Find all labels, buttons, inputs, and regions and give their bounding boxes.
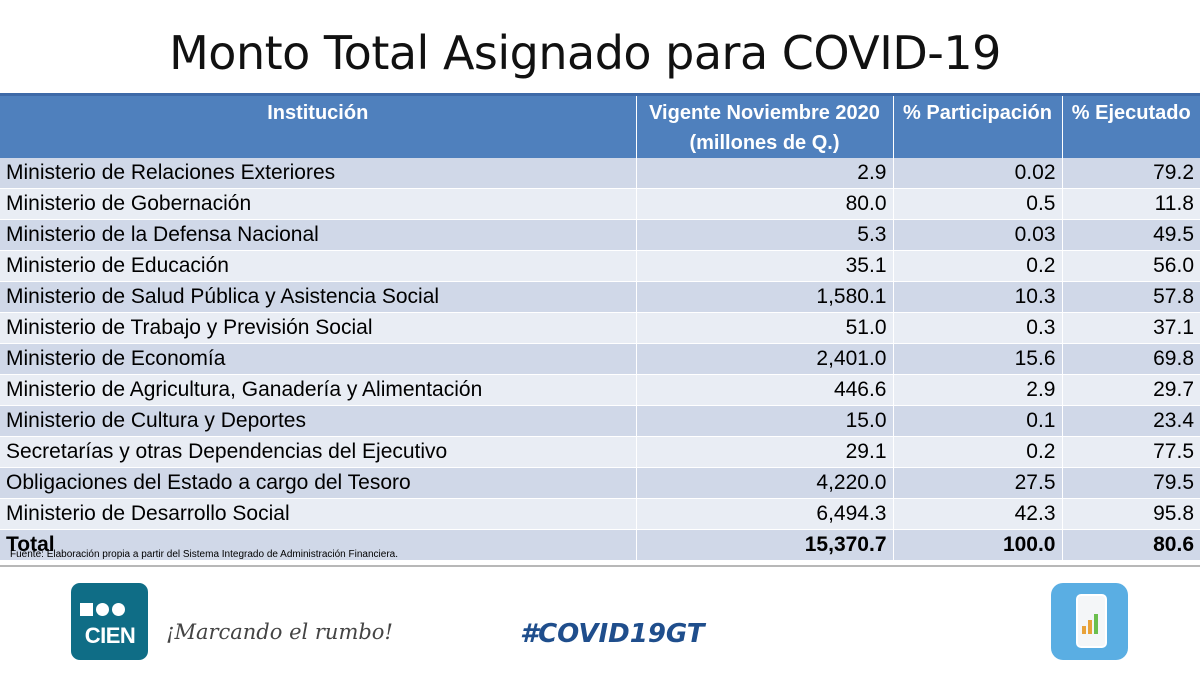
cell-vigente: 2.9 (636, 158, 893, 189)
total-cell-institution: Total (0, 530, 636, 561)
cell-ejecutado: 69.8 (1062, 344, 1200, 375)
cell-participacion: 27.5 (893, 468, 1062, 499)
cell-ejecutado: 79.5 (1062, 468, 1200, 499)
cell-participacion: 42.3 (893, 499, 1062, 530)
tagline: ¡Marcando el rumbo! (166, 620, 393, 644)
cell-ejecutado: 11.8 (1062, 189, 1200, 220)
cell-vigente: 446.6 (636, 375, 893, 406)
table-row (0, 499, 1200, 530)
phone-shape (1076, 594, 1107, 648)
cell-ejecutado: 49.5 (1062, 220, 1200, 251)
cell-ejecutado: 79.2 (1062, 158, 1200, 189)
cell-vigente: 51.0 (636, 313, 893, 344)
table-body (0, 158, 1200, 561)
cell-institution: Ministerio de Salud Pública y Asistencia Social (0, 282, 636, 313)
source-note: Fuente: Elaboración propia a partir del Sistema Integrado de Administración Financiera. (10, 549, 398, 560)
table-row (0, 375, 1200, 406)
cell-participacion: 0.03 (893, 220, 1062, 251)
cell-institution: Ministerio de Trabajo y Previsión Social (0, 313, 636, 344)
table-row (0, 251, 1200, 282)
cell-participacion: 0.2 (893, 251, 1062, 282)
table-row (0, 189, 1200, 220)
cell-participacion: 0.3 (893, 313, 1062, 344)
hashtag: #COVID19GT (520, 619, 705, 649)
cell-institution: Secretarías y otras Dependencias del Ejecutivo (0, 437, 636, 468)
cien-logo-icon (71, 583, 148, 660)
cell-vigente: 35.1 (636, 251, 893, 282)
column-header-vigente: Vigente Noviembre 2020 (millones de Q.) (636, 95, 893, 159)
page-title: Monto Total Asignado para COVID-19 (169, 26, 1001, 80)
cell-participacion: 0.5 (893, 189, 1062, 220)
table-header-row (0, 95, 1200, 159)
table-row (0, 220, 1200, 251)
cell-ejecutado: 56.0 (1062, 251, 1200, 282)
cell-institution: Ministerio de Agricultura, Ganadería y Alimentación (0, 375, 636, 406)
footer-divider (0, 565, 1200, 567)
cell-ejecutado: 95.8 (1062, 499, 1200, 530)
cell-institution: Ministerio de Gobernación (0, 189, 636, 220)
cell-vigente: 1,580.1 (636, 282, 893, 313)
logo-dots (80, 603, 128, 621)
cell-vigente: 80.0 (636, 189, 893, 220)
column-header-participacion: % Participación (893, 95, 1062, 159)
cell-vigente: 5.3 (636, 220, 893, 251)
column-header-ejecutado: % Ejecutado (1062, 95, 1200, 159)
column-header-institution: Institución (0, 95, 636, 159)
cell-ejecutado: 23.4 (1062, 406, 1200, 437)
cell-vigente: 29.1 (636, 437, 893, 468)
cell-ejecutado: 57.8 (1062, 282, 1200, 313)
table-row (0, 282, 1200, 313)
cell-institution: Ministerio de Cultura y Deportes (0, 406, 636, 437)
table-row (0, 406, 1200, 437)
cell-institution: Ministerio de Relaciones Exteriores (0, 158, 636, 189)
cell-participacion: 0.1 (893, 406, 1062, 437)
cell-ejecutado: 29.7 (1062, 375, 1200, 406)
table-row (0, 313, 1200, 344)
cell-participacion: 10.3 (893, 282, 1062, 313)
cell-vigente: 4,220.0 (636, 468, 893, 499)
cell-institution: Ministerio de Economía (0, 344, 636, 375)
table-row (0, 437, 1200, 468)
cell-ejecutado: 77.5 (1062, 437, 1200, 468)
table-row (0, 344, 1200, 375)
cell-participacion: 2.9 (893, 375, 1062, 406)
cell-participacion: 0.2 (893, 437, 1062, 468)
total-cell-vigente: 15,370.7 (636, 530, 893, 561)
cell-institution: Ministerio de Educación (0, 251, 636, 282)
table-row (0, 468, 1200, 499)
phone-chart-icon (1051, 583, 1128, 660)
cell-institution: Obligaciones del Estado a cargo del Tesoro (0, 468, 636, 499)
table-row (0, 158, 1200, 189)
total-cell-participacion: 100.0 (893, 530, 1062, 561)
budget-table (0, 93, 1200, 561)
cell-ejecutado: 37.1 (1062, 313, 1200, 344)
total-cell-ejecutado: 80.6 (1062, 530, 1200, 561)
cell-institution: Ministerio de Desarrollo Social (0, 499, 636, 530)
cell-vigente: 2,401.0 (636, 344, 893, 375)
cell-vigente: 6,494.3 (636, 499, 893, 530)
logo-text: CIEN (84, 623, 136, 648)
cell-vigente: 15.0 (636, 406, 893, 437)
cell-participacion: 0.02 (893, 158, 1062, 189)
cell-participacion: 15.6 (893, 344, 1062, 375)
cell-institution: Ministerio de la Defensa Nacional (0, 220, 636, 251)
